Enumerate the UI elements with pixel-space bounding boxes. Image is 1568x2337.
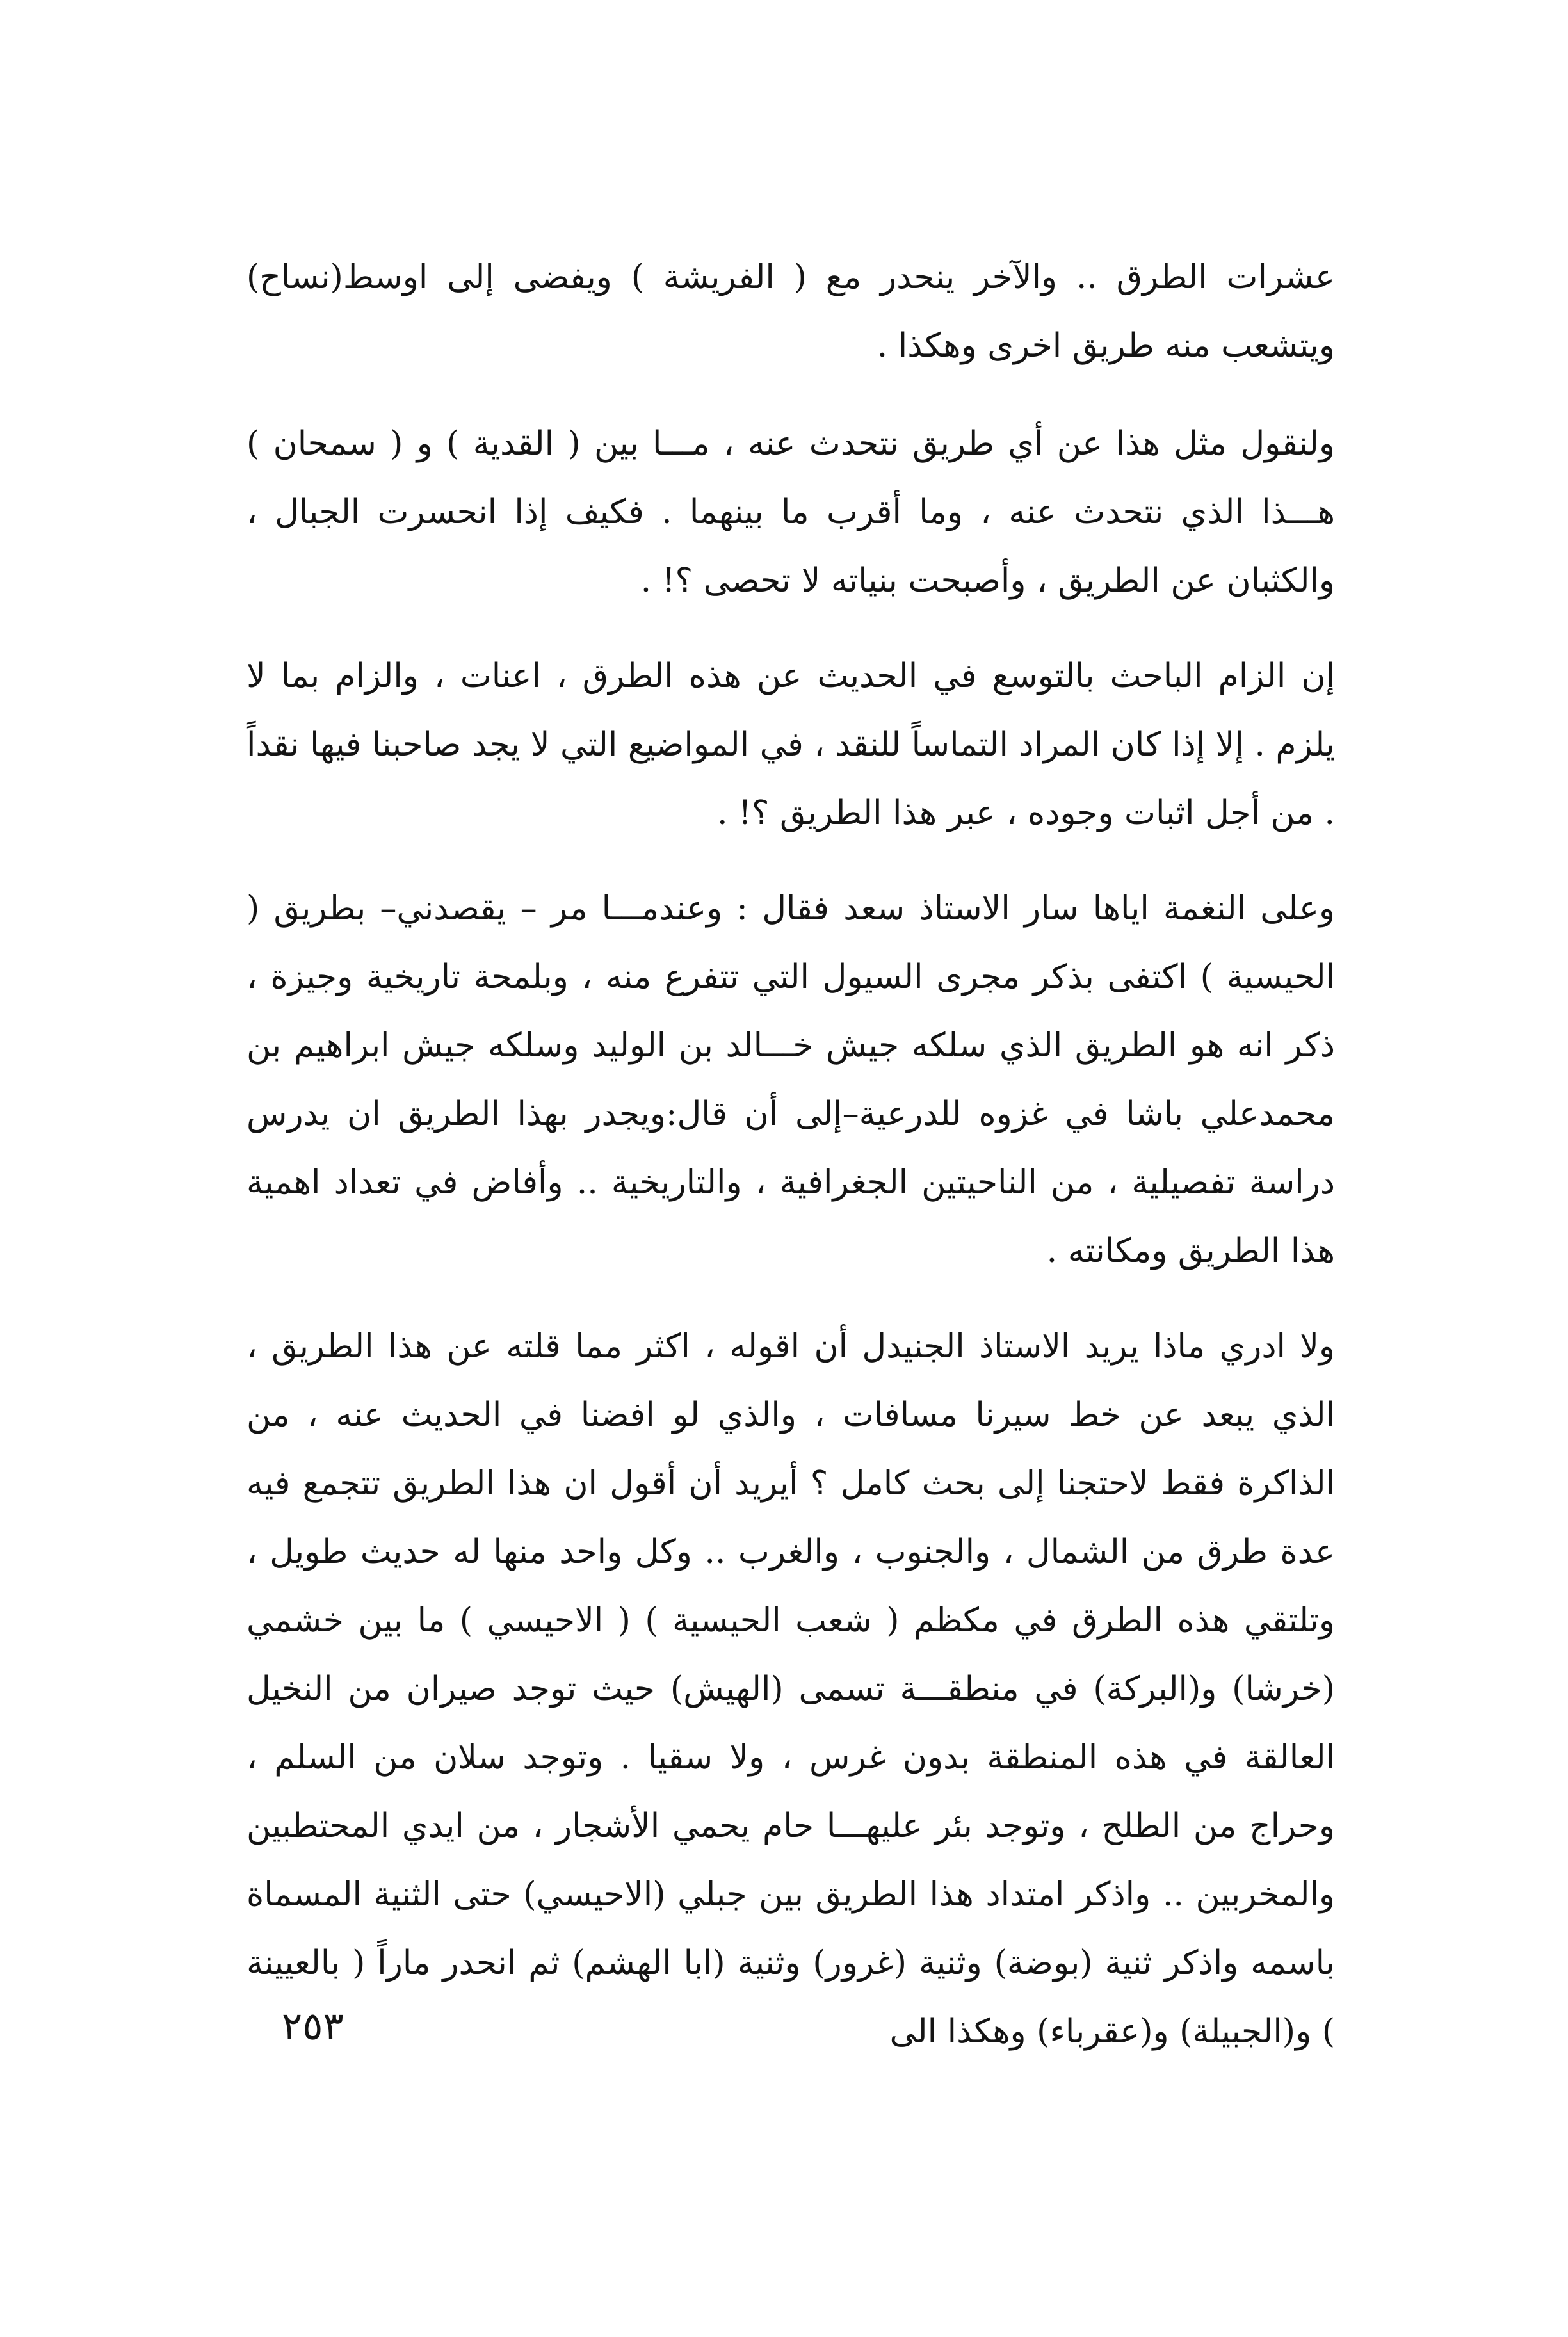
- body-text: [247, 243, 1335, 2093]
- paragraph-3: إن الزام الباحث بالتوسع في الحديث عن هذه الطرق ، اعنات ، والزام بما لا يلزم . إلا إذا كان المراد التماساً للنقد ، في المواضيع التي لا يجد صاحبنا فيها نقداً . من أجل اثبات وجوده ، عبر هذا الطريق ؟! .: [247, 657, 1335, 832]
- page-number: ٢٥٣: [282, 2004, 344, 2049]
- paragraph-1: عشرات الطرق .. والآخر ينحدر مع ( الفريشة ) ويفضى إلى اوسط(نساح) ويتشعب منه طريق اخرى وهكذا .: [247, 258, 1335, 365]
- paragraph-2: ولنقول مثل هذا عن أي طريق نتحدث عنه ، مـــا بين ( القدية ) و ( سمحان ) هـــذا الذي نتحدث عنه ، وما أقرب ما بينهما . فكيف إذا انحسرت الجبال ، والكثبان عن الطريق ، وأصبحت بنياته لا تحصى ؟! .: [247, 425, 1335, 600]
- paragraph-5: ولا ادري ماذا يريد الاستاذ الجنيدل أن اقوله ، اكثر مما قلته عن هذا الطريق ، الذي يبعد عن خط سيرنا مسافات ، والذي لو افضنا في الحديث عنه ، من الذاكرة فقط لاحتجنا إلى بحث كامل ؟ أيريد أن أقول ان هذا الطريق تتجمع فيه عدة طرق من الشمال ، والجنوب ، والغرب .. وكل واحد منها له حديث طويل ، وتلتقي هذه الطرق في مكظم ( شعب الحيسية ) ( الاحيسي ) ما بين خشمي (خرشا) و(البركة) في منطقـــة تسمى (الهيش) حيث توجد صيران من النخيل العالقة في هذه المنطقة بدون غرس ، ولا سقيا . وتوجد سلان من السلم ، وحراج من الطلح ، وتوجد بئر عليهـــا حام يحمي الأشجار ، من ايدي المحتطبين والمخربين .. واذكر امتداد هذا الطريق بين جبلي (الاحيسي) حتى الثنية المسماة باسمه واذكر ثنية (بوضة) وثنية (غرور) وثنية (ابا الهشم) ثم انحدر ماراً ( بالعيينة ) و(الجبيلة) و(عقرباء) وهكذا الى: [247, 1327, 1336, 2051]
- paragraph-4: وعلى النغمة اياها سار الاستاذ سعد فقال : وعندمـــا مر – يقصدني– بطريق ( الحيسية ) اكتفى بذكر مجرى السيول التي تتفرع منه ، وبلمحة تاريخية وجيزة ، ذكر انه هو الطريق الذي سلكه جيش خـــالد بن الوليد وسلكه جيش ابراهيم بن محمدعلي باشا في غزوه للدرعية–إلى أن قال:ويجدر بهذا الطريق ان يدرس دراسة تفصيلية ، من الناحيتين الجغرافية ، والتاريخية .. وأفاض في تعداد اهمية هذا الطريق ومكانته .: [247, 889, 1335, 1270]
